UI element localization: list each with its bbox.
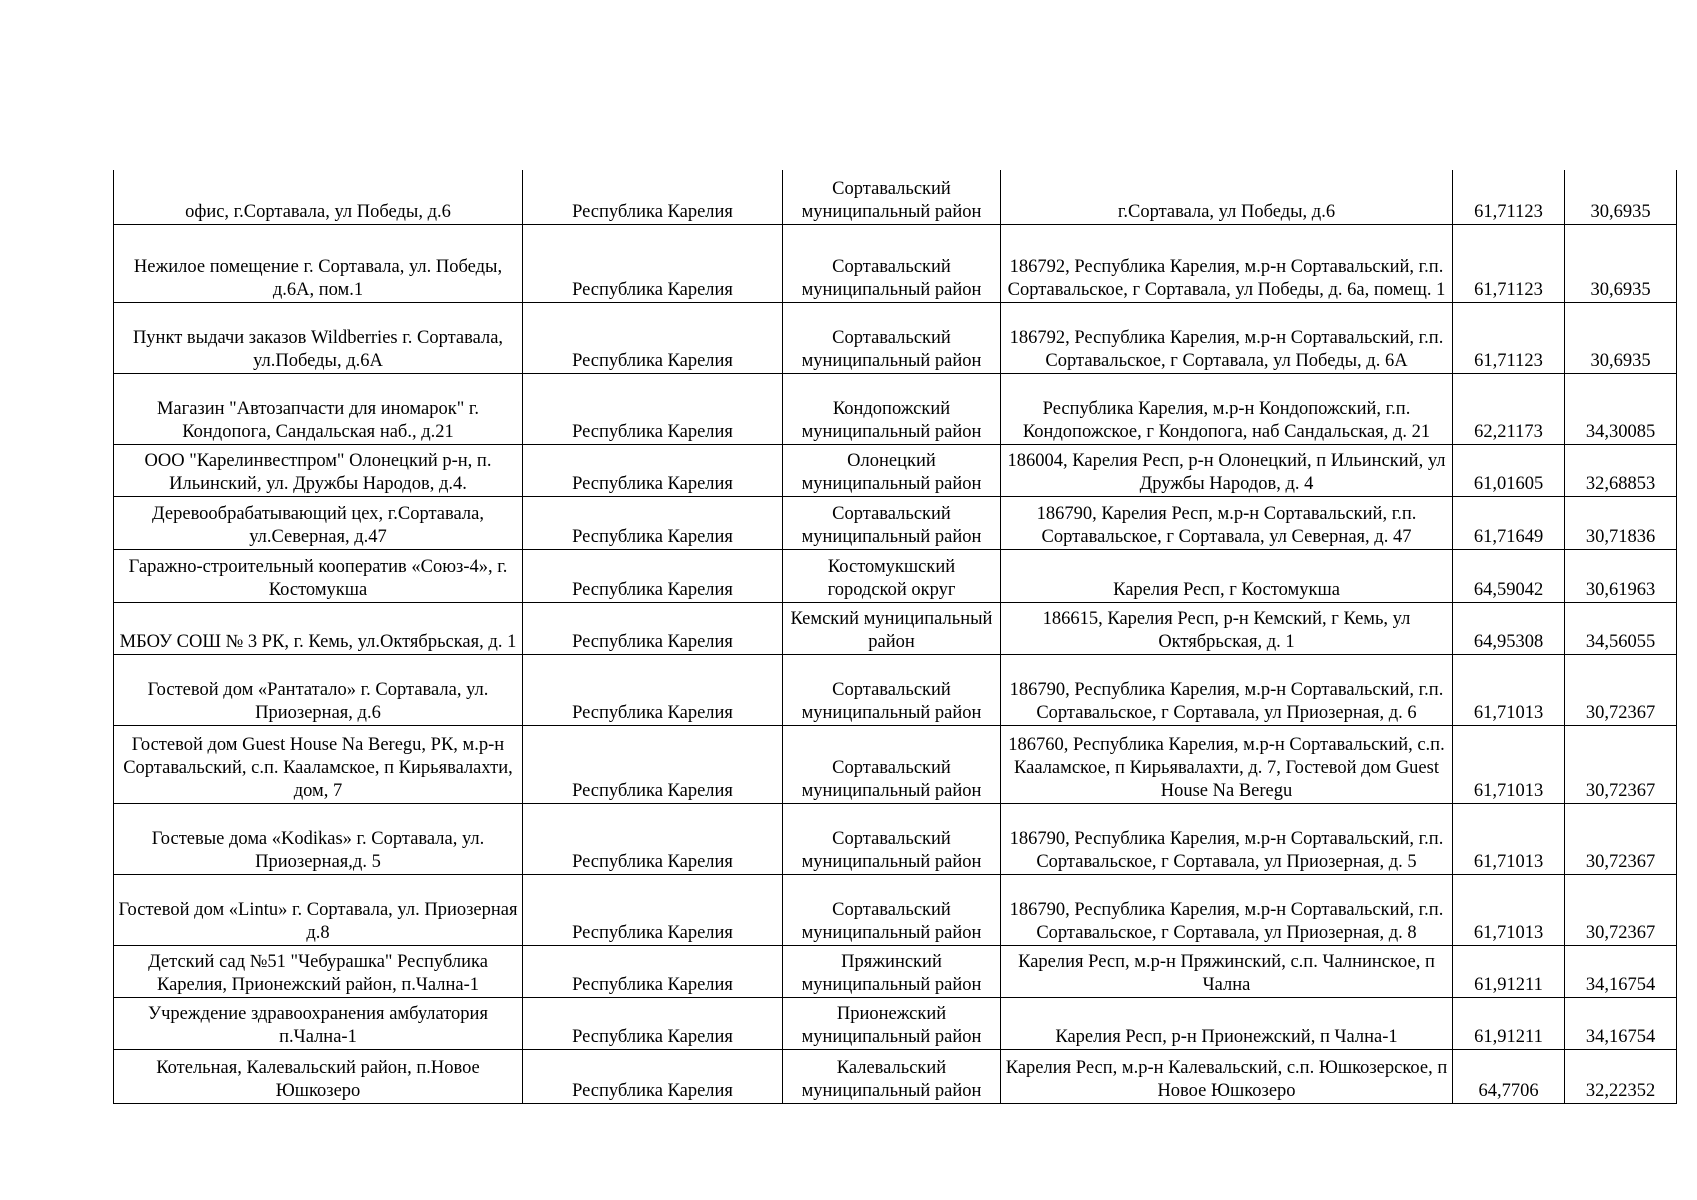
latitude-cell: 62,21173 <box>1453 373 1565 444</box>
table-row <box>114 224 1677 302</box>
region-cell: Республика Карелия <box>523 602 783 654</box>
object-name-cell: Детский сад №51 "Чебурашка" Республика Карелия, Прионежский район, п.Чална-1 <box>114 945 523 997</box>
table-body <box>114 170 1677 1103</box>
latitude-cell: 61,91211 <box>1453 997 1565 1049</box>
address-cell: 186792, Республика Карелия, м.р-н Сортавальский, г.п. Сортавальское, г Сортавала, ул Победы, д. 6А <box>1001 302 1453 373</box>
object-name-cell: Гостевые дома «Kodikas» г. Сортавала, ул. Приозерная,д. 5 <box>114 803 523 874</box>
region-cell: Республика Карелия <box>523 444 783 496</box>
table-row <box>114 302 1677 373</box>
latitude-cell: 61,71013 <box>1453 654 1565 725</box>
address-cell: Республика Карелия, м.р-н Кондопожский, г.п. Кондопожское, г Кондопога, наб Сандальская, д. 21 <box>1001 373 1453 444</box>
table-row <box>114 945 1677 997</box>
district-cell: Прионежский муниципальный район <box>783 997 1001 1049</box>
table-row <box>114 496 1677 549</box>
object-name-cell: ООО "Карелинвестпром" Олонецкий р-н, п. Ильинский, ул. Дружбы Народов, д.4. <box>114 444 523 496</box>
region-cell: Республика Карелия <box>523 549 783 602</box>
address-cell: 186615, Карелия Респ, р-н Кемский, г Кемь, ул Октябрьская, д. 1 <box>1001 602 1453 654</box>
district-cell: Кемский муниципальный район <box>783 602 1001 654</box>
district-cell: Сортавальский муниципальный район <box>783 803 1001 874</box>
longitude-cell: 32,22352 <box>1565 1049 1677 1103</box>
object-name-cell: МБОУ СОШ № 3 РК, г. Кемь, ул.Октябрьская, д. 1 <box>114 602 523 654</box>
longitude-cell: 30,71836 <box>1565 496 1677 549</box>
object-name-cell: Гостевой дом «Lintu» г. Сортавала, ул. Приозерная д.8 <box>114 874 523 945</box>
address-cell: Карелия Респ, м.р-н Калевальский, с.п. Юшкозерское, п Новое Юшкозеро <box>1001 1049 1453 1103</box>
district-cell: Олонецкий муниципальный район <box>783 444 1001 496</box>
address-cell: Карелия Респ, м.р-н Пряжинский, с.п. Чалнинское, п Чална <box>1001 945 1453 997</box>
latitude-cell: 64,7706 <box>1453 1049 1565 1103</box>
region-cell: Республика Карелия <box>523 373 783 444</box>
longitude-cell: 30,61963 <box>1565 549 1677 602</box>
longitude-cell: 34,16754 <box>1565 997 1677 1049</box>
object-name-cell: Деревообрабатывающий цех, г.Сортавала, ул.Северная, д.47 <box>114 496 523 549</box>
district-cell: Сортавальский муниципальный район <box>783 874 1001 945</box>
region-cell: Республика Карелия <box>523 945 783 997</box>
address-cell: 186004, Карелия Респ, р-н Олонецкий, п Ильинский, ул Дружбы Народов, д. 4 <box>1001 444 1453 496</box>
region-cell: Республика Карелия <box>523 654 783 725</box>
district-cell: Сортавальский муниципальный район <box>783 725 1001 803</box>
district-cell: Калевальский муниципальный район <box>783 1049 1001 1103</box>
latitude-cell: 61,71013 <box>1453 725 1565 803</box>
latitude-cell: 64,59042 <box>1453 549 1565 602</box>
table-row <box>114 874 1677 945</box>
latitude-cell: 61,71013 <box>1453 874 1565 945</box>
object-name-cell: Магазин "Автозапчасти для иномарок" г. Кондопога, Сандальская наб., д.21 <box>114 373 523 444</box>
latitude-cell: 61,71123 <box>1453 170 1565 224</box>
longitude-cell: 34,56055 <box>1565 602 1677 654</box>
longitude-cell: 30,6935 <box>1565 224 1677 302</box>
longitude-cell: 30,72367 <box>1565 725 1677 803</box>
table-row <box>114 170 1677 224</box>
region-cell: Республика Карелия <box>523 170 783 224</box>
latitude-cell: 61,71649 <box>1453 496 1565 549</box>
table-row <box>114 373 1677 444</box>
table-row <box>114 602 1677 654</box>
object-name-cell: офис, г.Сортавала, ул Победы, д.6 <box>114 170 523 224</box>
latitude-cell: 61,91211 <box>1453 945 1565 997</box>
address-cell: Карелия Респ, г Костомукша <box>1001 549 1453 602</box>
address-cell: 186790, Республика Карелия, м.р-н Сортавальский, г.п. Сортавальское, г Сортавала, ул Приозерная, д. 8 <box>1001 874 1453 945</box>
table-row <box>114 549 1677 602</box>
region-cell: Республика Карелия <box>523 874 783 945</box>
longitude-cell: 30,72367 <box>1565 803 1677 874</box>
address-cell: 186790, Республика Карелия, м.р-н Сортавальский, г.п. Сортавальское, г Сортавала, ул Приозерная, д. 5 <box>1001 803 1453 874</box>
table-row <box>114 997 1677 1049</box>
address-cell: Карелия Респ, р-н Прионежский, п Чална-1 <box>1001 997 1453 1049</box>
object-name-cell: Гаражно-строительный кооператив «Союз-4», г. Костомукша <box>114 549 523 602</box>
district-cell: Кондопожский муниципальный район <box>783 373 1001 444</box>
table-row <box>114 803 1677 874</box>
longitude-cell: 30,6935 <box>1565 170 1677 224</box>
objects-table <box>113 170 1677 1104</box>
address-cell: 186760, Республика Карелия, м.р-н Сортавальский, с.п. Кааламское, п Кирьявалахти, д. 7, Гостевой дом Guest House Na Beregu <box>1001 725 1453 803</box>
object-name-cell: Учреждение здравоохранения амбулатория п.Чална-1 <box>114 997 523 1049</box>
region-cell: Республика Карелия <box>523 496 783 549</box>
address-cell: г.Сортавала, ул Победы, д.6 <box>1001 170 1453 224</box>
table-row <box>114 444 1677 496</box>
object-name-cell: Гостевой дом Guest House Na Beregu, РК, м.р-н Сортавальский, с.п. Кааламское, п Кирьявалахти, дом, 7 <box>114 725 523 803</box>
district-cell: Костомукшский городской округ <box>783 549 1001 602</box>
region-cell: Республика Карелия <box>523 302 783 373</box>
region-cell: Республика Карелия <box>523 1049 783 1103</box>
longitude-cell: 34,16754 <box>1565 945 1677 997</box>
object-name-cell: Гостевой дом «Рантатало» г. Сортавала, ул. Приозерная, д.6 <box>114 654 523 725</box>
table-row <box>114 654 1677 725</box>
district-cell: Сортавальский муниципальный район <box>783 224 1001 302</box>
district-cell: Сортавальский муниципальный район <box>783 302 1001 373</box>
longitude-cell: 30,72367 <box>1565 874 1677 945</box>
latitude-cell: 61,71123 <box>1453 302 1565 373</box>
district-cell: Пряжинский муниципальный район <box>783 945 1001 997</box>
table-row <box>114 725 1677 803</box>
object-name-cell: Котельная, Калевальский район, п.Новое Юшкозеро <box>114 1049 523 1103</box>
longitude-cell: 34,30085 <box>1565 373 1677 444</box>
district-cell: Сортавальский муниципальный район <box>783 654 1001 725</box>
region-cell: Республика Карелия <box>523 803 783 874</box>
object-name-cell: Нежилое помещение г. Сортавала, ул. Победы, д.6А, пом.1 <box>114 224 523 302</box>
object-name-cell: Пункт выдачи заказов Wildberries г. Сортавала, ул.Победы, д.6А <box>114 302 523 373</box>
latitude-cell: 61,71013 <box>1453 803 1565 874</box>
region-cell: Республика Карелия <box>523 224 783 302</box>
district-cell: Сортавальский муниципальный район <box>783 170 1001 224</box>
latitude-cell: 64,95308 <box>1453 602 1565 654</box>
region-cell: Республика Карелия <box>523 725 783 803</box>
longitude-cell: 32,68853 <box>1565 444 1677 496</box>
address-cell: 186790, Карелия Респ, м.р-н Сортавальский, г.п. Сортавальское, г Сортавала, ул Северная, д. 47 <box>1001 496 1453 549</box>
address-cell: 186792, Республика Карелия, м.р-н Сортавальский, г.п. Сортавальское, г Сортавала, ул Победы, д. 6а, помещ. 1 <box>1001 224 1453 302</box>
district-cell: Сортавальский муниципальный район <box>783 496 1001 549</box>
latitude-cell: 61,71123 <box>1453 224 1565 302</box>
table-row <box>114 1049 1677 1103</box>
longitude-cell: 30,72367 <box>1565 654 1677 725</box>
address-cell: 186790, Республика Карелия, м.р-н Сортавальский, г.п. Сортавальское, г Сортавала, ул Приозерная, д. 6 <box>1001 654 1453 725</box>
longitude-cell: 30,6935 <box>1565 302 1677 373</box>
region-cell: Республика Карелия <box>523 997 783 1049</box>
latitude-cell: 61,01605 <box>1453 444 1565 496</box>
